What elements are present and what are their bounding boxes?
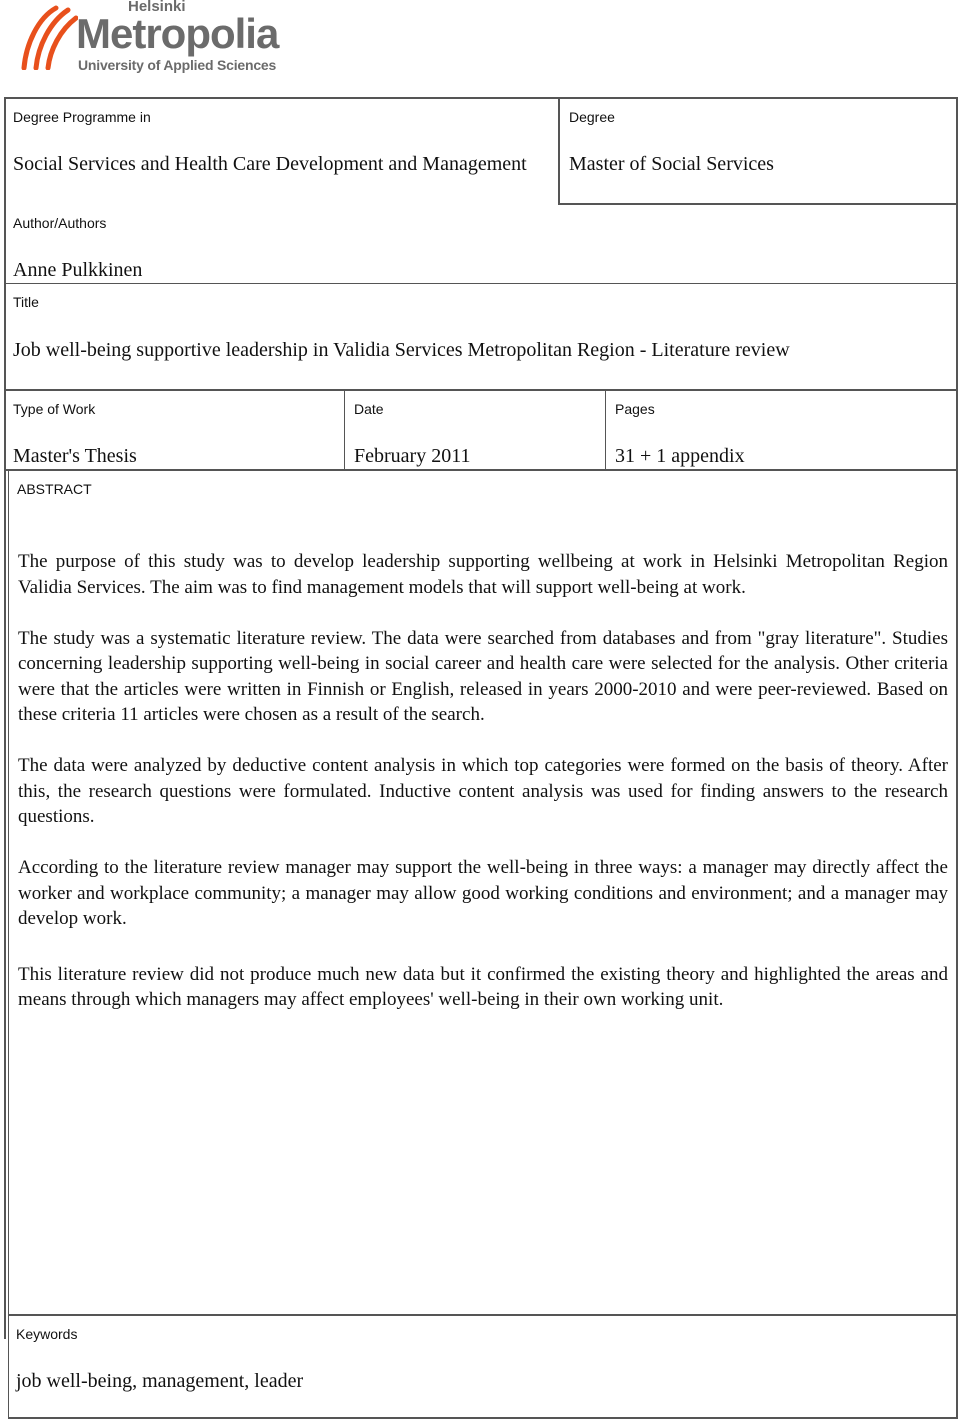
abstract-paragraph: This literature review did not produce much new data but it confirmed the existing theory and highlighted the areas and means through which managers may affect employees' well-being in their own working unit. [18,963,948,1010]
logo-helsinki-text: Helsinki [128,0,186,15]
date-value: February 2011 [354,445,471,467]
abstract-paragraph: The purpose of this study was to develop leadership supporting wellbeing at work in Helsinki Metropolitan Region Validia Services. The aim was to find management models that will support well-being at work. [18,551,948,598]
logo-university-text: University of Applied Sciences [78,57,277,73]
title-label: Title [13,294,39,310]
title-value: Job well-being supportive leadership in Validia Services Metropolitan Region - Literature review [13,339,790,361]
abstract-paragraph: The study was a systematic literature review. The data were searched from databases and from "gray literature". Studies concerning leadership supporting well-being in social career and health care were selected for the analysis. Other criteria were that the articles were written in Finnish or English, released in years 2000-2010 and were peer-reviewed. Based on these criteria 11 articles were chosen as a result of the search. [18,627,948,725]
pages-label: Pages [615,401,655,417]
date-label: Date [354,401,384,417]
metropolia-logo [18,0,318,80]
metropolia-logo-mark-icon [18,4,78,70]
degree-programme-value: Social Services and Health Care Development and Management [13,153,527,175]
abstract-label: ABSTRACT [17,481,92,497]
degree-programme-label: Degree Programme in [13,109,151,125]
abstract-paragraph: The data were analyzed by deductive content analysis in which top categories were formed on the basis of theory. After this, the research questions were formulated. Inductive content analysis was used for finding answers to the research questions. [18,755,948,827]
type-of-work-label: Type of Work [13,401,96,417]
degree-value: Master of Social Services [569,153,774,175]
degree-label: Degree [569,109,615,125]
keywords-value: job well-being, management, leader [16,1370,304,1392]
abstract-body [18,549,948,1038]
pages-value: 31 + 1 appendix [615,445,745,467]
abstract-paragraph: According to the literature review manager may support the well-being in three ways: a manager may directly affect the worker and workplace community; a manager may allow good working conditions and environment; and a manager may develop work. [18,857,948,929]
author-label: Author/Authors [13,215,107,231]
keywords-label: Keywords [16,1326,78,1342]
author-value: Anne Pulkkinen [13,259,143,281]
logo-metropolia-text: Metropolia [76,10,279,57]
type-of-work-value: Master's Thesis [13,445,137,467]
